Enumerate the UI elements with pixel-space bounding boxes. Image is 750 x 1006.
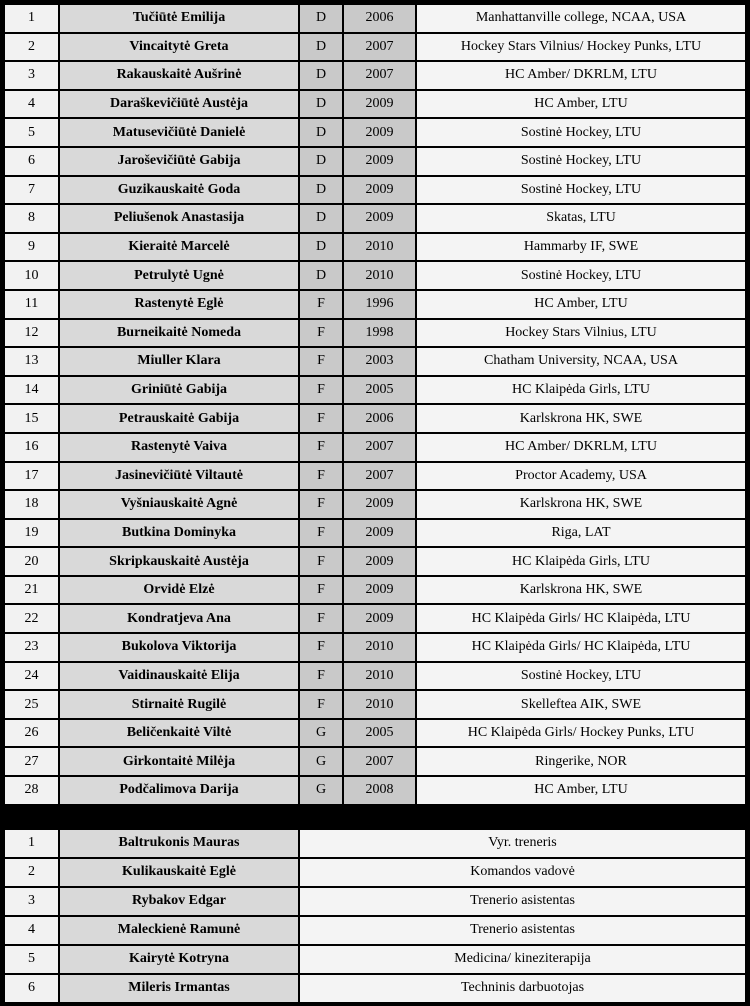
player-number-cell: 14: [5, 377, 58, 404]
player-name-cell: Burneikaitė Nomeda: [60, 320, 298, 347]
staff-number-cell: 3: [5, 888, 58, 915]
player-name-cell: Kieraitė Marcelė: [60, 234, 298, 261]
player-number-cell: 17: [5, 463, 58, 490]
player-number-cell: 2: [5, 34, 58, 61]
player-number-cell: 12: [5, 320, 58, 347]
player-club-cell: Hockey Stars Vilnius, LTU: [417, 320, 745, 347]
player-name-cell: Vincaitytė Greta: [60, 34, 298, 61]
staff-name-cell: Baltrukonis Mauras: [60, 830, 298, 857]
player-number-cell: 25: [5, 691, 58, 718]
staff-name-cell: Kairytė Kotryna: [60, 946, 298, 973]
player-number-cell: 6: [5, 148, 58, 175]
player-name-cell: Peliušenok Anastasija: [60, 205, 298, 232]
player-club-cell: Riga, LAT: [417, 520, 745, 547]
player-number-cell: 11: [5, 291, 58, 318]
player-birthyear-cell: 2009: [344, 177, 415, 204]
player-position-cell: F: [300, 291, 342, 318]
player-number-cell: 23: [5, 634, 58, 661]
player-number-cell: 10: [5, 262, 58, 289]
player-name-cell: Bukolova Viktorija: [60, 634, 298, 661]
staff-role-cell: Trenerio asistentas: [300, 888, 745, 915]
staff-number-cell: 6: [5, 975, 58, 1002]
player-birthyear-cell: 2009: [344, 91, 415, 118]
player-birthyear-cell: 2009: [344, 577, 415, 604]
player-birthyear-cell: 1996: [344, 291, 415, 318]
player-club-cell: HC Klaipėda Girls/ Hockey Punks, LTU: [417, 720, 745, 747]
player-number-cell: 13: [5, 348, 58, 375]
player-birthyear-cell: 2010: [344, 691, 415, 718]
player-club-cell: Sostinė Hockey, LTU: [417, 119, 745, 146]
player-position-cell: D: [300, 205, 342, 232]
player-club-cell: Hockey Stars Vilnius/ Hockey Punks, LTU: [417, 34, 745, 61]
player-club-cell: Skatas, LTU: [417, 205, 745, 232]
player-birthyear-cell: 2010: [344, 262, 415, 289]
player-birthyear-cell: 2006: [344, 405, 415, 432]
player-position-cell: F: [300, 405, 342, 432]
player-position-cell: D: [300, 119, 342, 146]
player-number-cell: 24: [5, 663, 58, 690]
player-club-cell: Proctor Academy, USA: [417, 463, 745, 490]
player-club-cell: Hammarby IF, SWE: [417, 234, 745, 261]
player-birthyear-cell: 2009: [344, 520, 415, 547]
player-name-cell: Miuller Klara: [60, 348, 298, 375]
staff-role-cell: Komandos vadovė: [300, 859, 745, 886]
player-position-cell: F: [300, 491, 342, 518]
player-name-cell: Griniūtė Gabija: [60, 377, 298, 404]
player-position-cell: D: [300, 91, 342, 118]
player-number-cell: 26: [5, 720, 58, 747]
player-number-cell: 20: [5, 548, 58, 575]
player-birthyear-cell: 2010: [344, 663, 415, 690]
player-birthyear-cell: 2007: [344, 62, 415, 89]
player-birthyear-cell: 2007: [344, 463, 415, 490]
player-club-cell: HC Klaipėda Girls, LTU: [417, 548, 745, 575]
player-name-cell: Podčalimova Darija: [60, 777, 298, 804]
player-position-cell: F: [300, 377, 342, 404]
player-number-cell: 19: [5, 520, 58, 547]
player-birthyear-cell: 2005: [344, 377, 415, 404]
staff-role-cell: Vyr. treneris: [300, 830, 745, 857]
staff-role-cell: Trenerio asistentas: [300, 917, 745, 944]
player-birthyear-cell: 2009: [344, 548, 415, 575]
player-name-cell: Stirnaitė Rugilė: [60, 691, 298, 718]
player-name-cell: Daraškevičiūtė Austėja: [60, 91, 298, 118]
player-name-cell: Guzikauskaitė Goda: [60, 177, 298, 204]
player-name-cell: Beličenkaitė Viltė: [60, 720, 298, 747]
player-name-cell: Tučiūtė Emilija: [60, 5, 298, 32]
player-birthyear-cell: 1998: [344, 320, 415, 347]
player-name-cell: Kondratjeva Ana: [60, 605, 298, 632]
player-position-cell: F: [300, 520, 342, 547]
staff-number-cell: 4: [5, 917, 58, 944]
player-club-cell: Karlskrona HK, SWE: [417, 405, 745, 432]
player-position-cell: D: [300, 148, 342, 175]
player-number-cell: 27: [5, 748, 58, 775]
player-birthyear-cell: 2009: [344, 605, 415, 632]
player-club-cell: Skelleftea AIK, SWE: [417, 691, 745, 718]
player-position-cell: D: [300, 34, 342, 61]
player-name-cell: Skripkauskaitė Austėja: [60, 548, 298, 575]
player-number-cell: 7: [5, 177, 58, 204]
player-position-cell: F: [300, 548, 342, 575]
section-separator: [5, 804, 745, 830]
player-club-cell: Sostinė Hockey, LTU: [417, 663, 745, 690]
player-club-cell: Manhattanville college, NCAA, USA: [417, 5, 745, 32]
player-name-cell: Vyšniauskaitė Agnė: [60, 491, 298, 518]
staff-name-cell: Kulikauskaitė Eglė: [60, 859, 298, 886]
player-position-cell: F: [300, 577, 342, 604]
player-number-cell: 28: [5, 777, 58, 804]
staff-number-cell: 5: [5, 946, 58, 973]
player-birthyear-cell: 2005: [344, 720, 415, 747]
player-club-cell: HC Klaipėda Girls/ HC Klaipėda, LTU: [417, 605, 745, 632]
players-table: [5, 5, 745, 804]
staff-name-cell: Mileris Irmantas: [60, 975, 298, 1002]
player-position-cell: G: [300, 777, 342, 804]
player-name-cell: Girkontaitė Milėja: [60, 748, 298, 775]
player-birthyear-cell: 2009: [344, 205, 415, 232]
player-birthyear-cell: 2010: [344, 634, 415, 661]
player-name-cell: Petrauskaitė Gabija: [60, 405, 298, 432]
player-club-cell: Sostinė Hockey, LTU: [417, 262, 745, 289]
player-position-cell: D: [300, 234, 342, 261]
player-position-cell: D: [300, 177, 342, 204]
player-club-cell: HC Amber, LTU: [417, 291, 745, 318]
player-position-cell: G: [300, 748, 342, 775]
player-name-cell: Butkina Dominyka: [60, 520, 298, 547]
player-position-cell: D: [300, 62, 342, 89]
player-name-cell: Vaidinauskaitė Elija: [60, 663, 298, 690]
staff-role-cell: Techninis darbuotojas: [300, 975, 745, 1002]
player-position-cell: G: [300, 720, 342, 747]
player-position-cell: F: [300, 320, 342, 347]
player-club-cell: Karlskrona HK, SWE: [417, 491, 745, 518]
player-number-cell: 9: [5, 234, 58, 261]
player-birthyear-cell: 2007: [344, 434, 415, 461]
player-birthyear-cell: 2008: [344, 777, 415, 804]
player-position-cell: F: [300, 463, 342, 490]
player-name-cell: Petrulytė Ugnė: [60, 262, 298, 289]
staff-name-cell: Maleckienė Ramunė: [60, 917, 298, 944]
player-name-cell: Rastenytė Vaiva: [60, 434, 298, 461]
player-name-cell: Rakauskaitė Aušrinė: [60, 62, 298, 89]
staff-role-cell: Medicina/ kineziterapija: [300, 946, 745, 973]
player-club-cell: Sostinė Hockey, LTU: [417, 177, 745, 204]
player-club-cell: HC Klaipėda Girls/ HC Klaipėda, LTU: [417, 634, 745, 661]
player-birthyear-cell: 2009: [344, 148, 415, 175]
player-position-cell: F: [300, 663, 342, 690]
staff-number-cell: 1: [5, 830, 58, 857]
player-name-cell: Rastenytė Eglė: [60, 291, 298, 318]
player-position-cell: D: [300, 5, 342, 32]
player-number-cell: 22: [5, 605, 58, 632]
player-birthyear-cell: 2007: [344, 34, 415, 61]
player-birthyear-cell: 2009: [344, 491, 415, 518]
player-position-cell: F: [300, 634, 342, 661]
staff-table: [5, 830, 745, 1002]
player-birthyear-cell: 2010: [344, 234, 415, 261]
player-number-cell: 15: [5, 405, 58, 432]
player-birthyear-cell: 2006: [344, 5, 415, 32]
player-birthyear-cell: 2003: [344, 348, 415, 375]
player-number-cell: 5: [5, 119, 58, 146]
player-number-cell: 16: [5, 434, 58, 461]
player-position-cell: F: [300, 605, 342, 632]
player-number-cell: 21: [5, 577, 58, 604]
player-position-cell: D: [300, 262, 342, 289]
player-number-cell: 1: [5, 5, 58, 32]
player-number-cell: 18: [5, 491, 58, 518]
player-birthyear-cell: 2007: [344, 748, 415, 775]
player-name-cell: Jaroševičiūtė Gabija: [60, 148, 298, 175]
staff-number-cell: 2: [5, 859, 58, 886]
player-name-cell: Matusevičiūtė Danielė: [60, 119, 298, 146]
player-position-cell: F: [300, 348, 342, 375]
staff-name-cell: Rybakov Edgar: [60, 888, 298, 915]
player-position-cell: F: [300, 434, 342, 461]
player-name-cell: Orvidė Elzė: [60, 577, 298, 604]
player-club-cell: HC Amber, LTU: [417, 777, 745, 804]
player-club-cell: Chatham University, NCAA, USA: [417, 348, 745, 375]
player-number-cell: 8: [5, 205, 58, 232]
player-club-cell: Sostinė Hockey, LTU: [417, 148, 745, 175]
player-club-cell: Ringerike, NOR: [417, 748, 745, 775]
player-name-cell: Jasinevičiūtė Viltautė: [60, 463, 298, 490]
player-club-cell: HC Amber/ DKRLM, LTU: [417, 62, 745, 89]
player-club-cell: Karlskrona HK, SWE: [417, 577, 745, 604]
player-club-cell: HC Amber, LTU: [417, 91, 745, 118]
player-birthyear-cell: 2009: [344, 119, 415, 146]
player-number-cell: 3: [5, 62, 58, 89]
player-position-cell: F: [300, 691, 342, 718]
player-club-cell: HC Amber/ DKRLM, LTU: [417, 434, 745, 461]
player-club-cell: HC Klaipėda Girls, LTU: [417, 377, 745, 404]
player-number-cell: 4: [5, 91, 58, 118]
